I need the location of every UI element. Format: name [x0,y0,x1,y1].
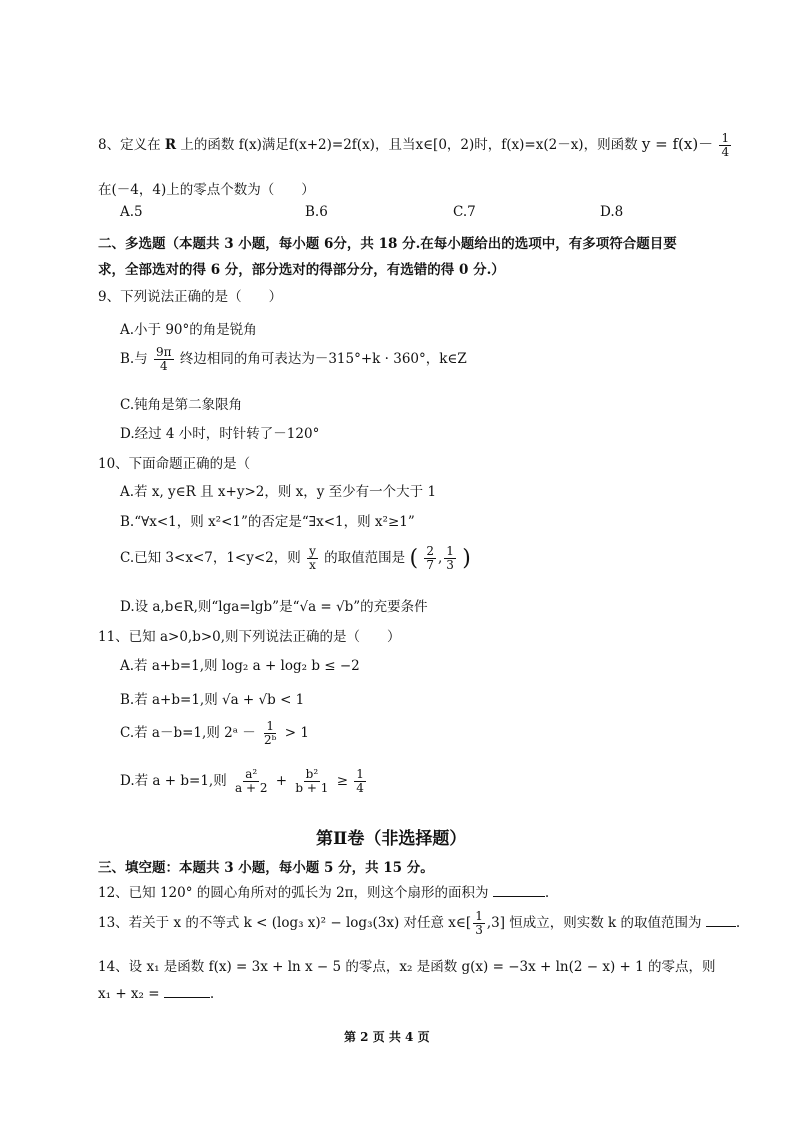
q11-d-d2: b + 1 [295,781,329,795]
q10-c-interval-a [424,545,436,572]
q10-option-d: D.设 a,b∈R,则“lga=lgb”是“√a = √b”的充要条件 [120,599,428,615]
q12-end: . [544,885,550,901]
q14-line2 [98,986,214,1002]
q9-stem: 9、下列说法正确的是（ ） [98,289,283,305]
q8-frac-num: 1 [721,131,730,145]
q14-expr: x₁ + x₂ = [98,986,160,1002]
q12-text: 12、已知 120° 的圆心角所对的弧长为 2π，则这个扇形的面积为 [98,885,489,901]
q11-d-fraction-1 [233,768,269,795]
q13-fraction [473,910,485,937]
q11-d-n3: 1 [356,767,364,781]
q11-c-den: 2ᵇ [264,733,277,747]
q9-option-d: D.经过 4 小时，时针转了－120° [120,426,320,442]
q8-frac-den: 4 [721,145,730,159]
q13-prefix: 13、若关于 x 的不等式 k < (log₃ x)² − log₃(3x) 对任意 x∈[ [98,915,472,931]
q8-def: f(x)满足f(x+2)=2f(x)，且当x∈[0，2)时，f(x)=x(2－x)，则函数 [238,137,638,153]
q12 [98,881,549,901]
q11-option-c [120,720,309,747]
q10-c-den: x [309,558,316,572]
q8-text-b: 上的函数 [180,137,235,153]
q9-option-b [120,346,467,373]
q10-option-c: C.已知 3<x<7，1<y<2，则 $\frac{y}{x}$ 的取值范围是 ( $\frac{2}{7}$ , $\frac{1}{3}$ ) [120,544,471,572]
q9-b-suffix: 终边相同的角可表达为－315°+k · 360°，k∈Z [179,351,467,367]
q10-c-open-paren: ( [409,546,419,571]
q11-option-b: B.若 a+b=1,则 √a + √b < 1 [120,692,305,708]
q11-option-a: A.若 a+b=1,则 log₂ a + log₂ b ≤ −2 [120,658,360,674]
q8-number: 8、定义在 [98,137,161,153]
q11-option-d [120,768,368,795]
q9-b-prefix: B.与 [120,351,148,367]
q8-line2: 在(－4，4)上的零点个数为（ ） [98,182,315,198]
q14-line1: 14、设 x₁ 是函数 f(x) = 3x + ln x − 5 的零点，x₂ 是函数 g(x) = −3x + ln(2 − x) + 1 的零点，则 [98,959,716,975]
q10-c-num: y [309,544,316,558]
q13-answer-blank[interactable] [706,926,736,927]
q10-c-mid: 的取值范围是 [324,550,406,566]
q11-d-d1: a + 2 [235,781,268,795]
volume2-title: 第Ⅱ卷（非选择题） [316,829,467,849]
q8-option-b: B.6 [305,204,328,220]
q13-end: . [735,915,741,931]
q10-c-b-num: 1 [446,544,454,558]
q10-option-a: A.若 x, y∈R 且 x+y>2，则 x，y 至少有一个大于 1 [120,484,437,500]
q11-c-fraction [262,720,278,747]
q10-c-prefix: C.已知 3<x<7，1<y<2，则 [120,550,301,566]
q10-c-fraction [307,545,318,572]
q10-c-a-den: 7 [426,558,434,572]
q10-c-interval-b [444,545,456,572]
q11-d-n1: a² [245,767,258,781]
part2-instruction-line1: 二、多选题（本题共 3 小题，每小题 6分，共 18 分.在每小题给出的选项中，有多项符合题目要 [98,236,677,252]
q11-d-n2: b² [305,767,319,781]
q9-b-fraction [154,346,174,373]
q10-c-a-num: 2 [426,544,434,558]
q11-d-plus: + [275,773,288,789]
q14-end: . [209,986,215,1002]
q9-b-den: 4 [159,359,168,373]
q14-answer-blank[interactable] [164,997,210,998]
q11-d-fraction-3 [354,768,366,795]
q11-c-prefix: C.若 a－b=1,则 2ᵃ － [120,725,256,741]
q12-answer-blank[interactable] [493,896,545,897]
q11-c-suffix: > 1 [284,725,309,741]
q11-c-num: 1 [266,719,275,733]
q8-set-R: R [164,137,177,153]
q13-suffix: ,3] 恒成立，则实数 k 的取值范围为 [486,915,702,931]
part2-instruction-line2: 求，全部选对的得 6 分，部分选对的得部分分，有选错的得 0 分.） [98,262,505,278]
part3-instruction: 三、填空题：本题共 3 小题，每小题 5 分，共 15 分。 [98,860,434,876]
q10-option-b: B.“∀x<1，则 x²<1”的否定是“∃x<1，则 x²≥1” [120,514,415,530]
q8-y-eq: y = f(x)－ [641,135,714,153]
q13-num: 1 [475,909,483,923]
q8-option-a: A.5 [120,204,143,220]
q10-stem: 10、下面命题正确的是（ [98,456,251,472]
q11-d-prefix: D.若 a + b=1,则 [120,773,227,789]
q11-d-fraction-2 [293,768,330,795]
q9-option-a: A.小于 90°的角是锐角 [120,322,257,338]
q8-line1 [98,132,733,159]
q8-fraction [719,132,731,159]
q13-den: 3 [475,923,483,937]
q9-b-num: 9π [156,345,172,359]
q10-c-b-den: 3 [446,558,454,572]
q8-option-d: D.8 [600,204,624,220]
q9-option-c: C.钝角是第二象限角 [120,397,243,413]
q10-c-close-paren: ) [462,546,471,571]
page-footer: 第 2 页 共 4 页 [344,1030,430,1044]
q11-d-ge: ≥ [336,773,348,789]
q11-d-d3: 4 [356,781,364,795]
q13 [98,910,740,937]
q8-option-c: C.7 [453,204,476,220]
q11-stem: 11、已知 a>0,b>0,则下列说法正确的是（ ） [98,629,401,645]
